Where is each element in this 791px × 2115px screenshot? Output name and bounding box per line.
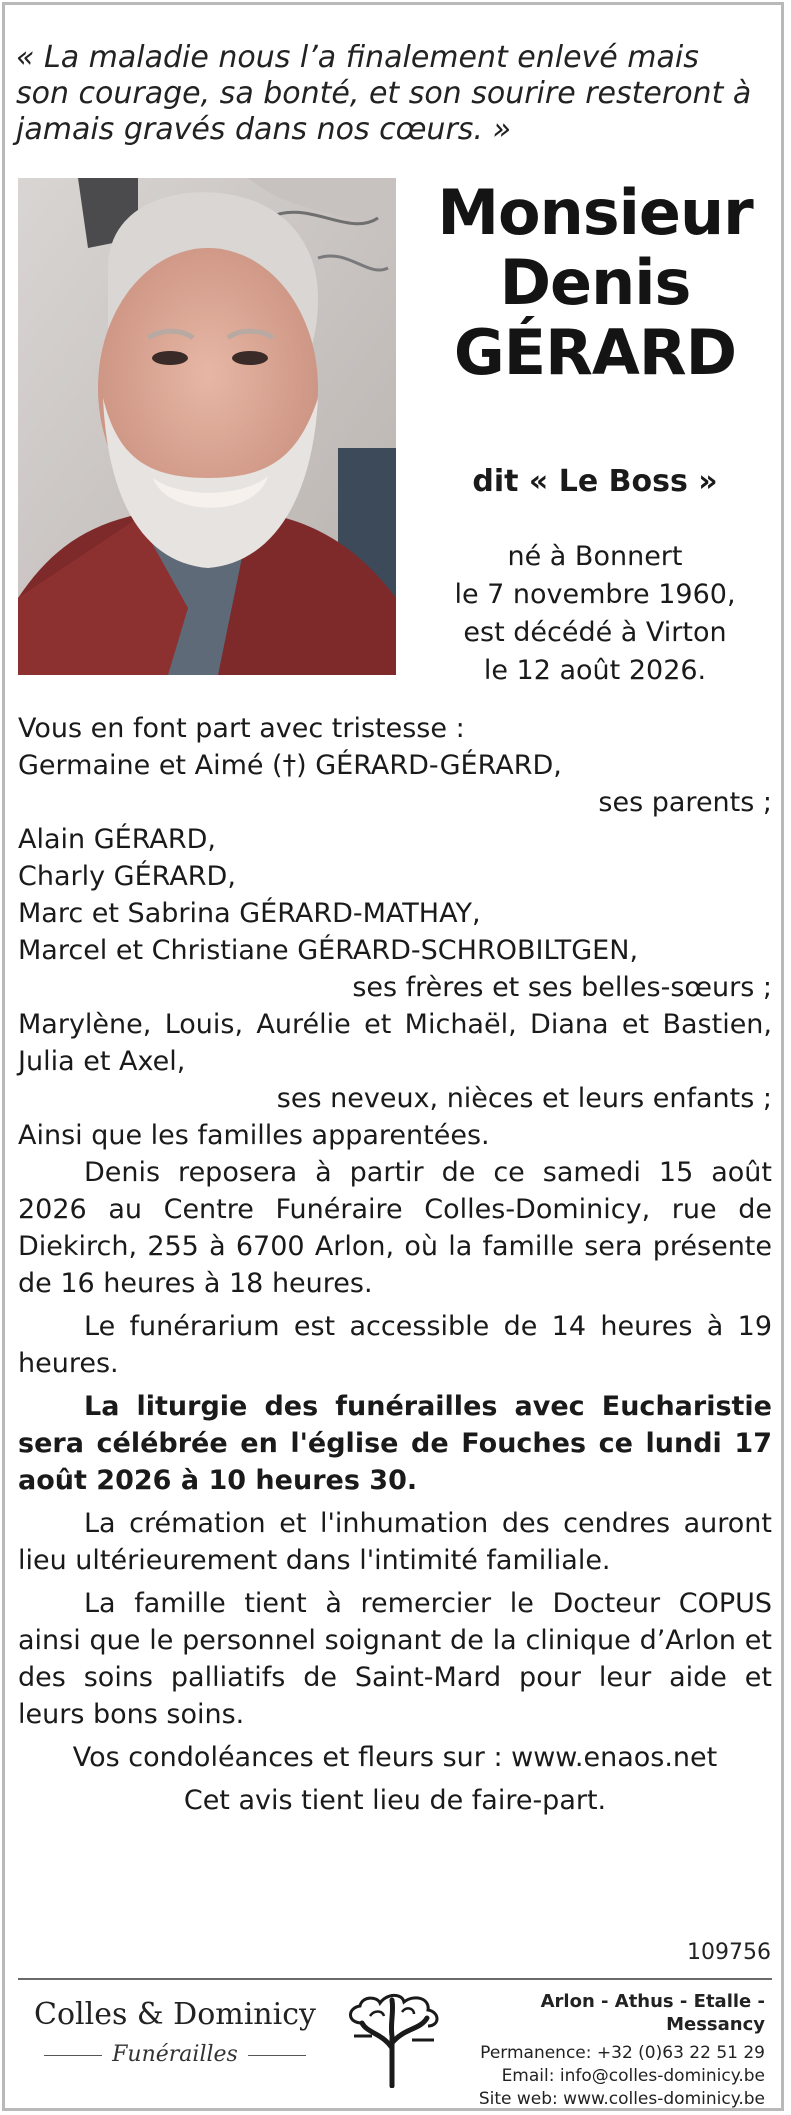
email-line: Email: info@colles-dominicy.be xyxy=(501,2066,765,2086)
parents-role: ses parents ; xyxy=(598,787,772,818)
nephews-role: ses neveux, nièces et leurs enfants ; xyxy=(276,1083,772,1114)
company-name: Colles & Dominicy xyxy=(34,1997,316,2032)
notice-line: Cet avis tient lieu de faire-part. xyxy=(183,1785,607,1816)
footer-divider xyxy=(18,1978,772,1980)
phone-line: Permanence: +32 (0)63 22 51 29 xyxy=(480,2043,765,2063)
extended-family: Ainsi que les familles apparentées. xyxy=(18,1120,490,1151)
contact-info xyxy=(445,1990,765,2111)
tree-logo-icon xyxy=(342,1988,448,2088)
sibling-entry: Alain GÉRARD, xyxy=(18,824,216,855)
title-line: Monsieur xyxy=(437,176,753,249)
condolences-line: Vos condoléances et fleurs sur : www.enaos.net xyxy=(72,1742,718,1773)
thanks-paragraph: La famille tient à remercier le Docteur COPUS ainsi que le personnel soignant de la clinique d’Arlon et des soins palliatifs de Saint-Mard pour leur aide et leurs bons soins. xyxy=(18,1588,772,1730)
funerarium-paragraph: Le funérarium est accessible de 14 heures à 19 heures. xyxy=(18,1311,772,1379)
last-name: GÉRARD xyxy=(453,316,737,389)
sibling-entry: Marcel et Christiane GÉRARD-SCHROBILTGEN, xyxy=(18,935,639,966)
parents-names: Germaine et Aimé (†) GÉRARD-GÉRARD, xyxy=(18,750,562,781)
deceased-name xyxy=(420,178,770,388)
company-subtitle: Funérailles xyxy=(30,2042,320,2067)
birth-date: le 7 novembre 1960, xyxy=(454,579,736,610)
visitation-paragraph: Denis reposera à partir de ce samedi 15 août 2026 au Centre Funéraire Colles-Dominicy, rue de Diekirch, 255 à 6700 Arlon, où la famille sera présente de 16 heures à 18 heures. xyxy=(18,1157,772,1299)
obituary-body xyxy=(18,710,772,1819)
sibling-entry: Charly GÉRARD, xyxy=(18,861,236,892)
nephews-names: Marylène, Louis, Aurélie et Michaël, Diana et Bastien, Julia et Axel, xyxy=(18,1009,772,1077)
family-intro: Vous en font part avec tristesse : xyxy=(18,713,465,744)
sibling-entry: Marc et Sabrina GÉRARD-MATHAY, xyxy=(18,898,481,929)
death-place: est décédé à Virton xyxy=(463,617,727,648)
website-line: Site web: www.colles-dominicy.be xyxy=(478,2089,765,2109)
branch-towns: Arlon - Athus - Etalle - Messancy xyxy=(540,1991,765,2035)
portrait-photo xyxy=(18,178,396,675)
birth-place: né à Bonnert xyxy=(507,541,683,572)
liturgy-paragraph: La liturgie des funérailles avec Eucharistie sera célébrée en l'église de Fouches ce lundi 17 août 2026 à 10 heures 30. xyxy=(18,1391,772,1496)
birth-death-info xyxy=(420,538,770,690)
opening-quote: « La maladie nous l’a finalement enlevé mais son courage, sa bonté, et son sourire resteront à jamais gravés dans nos cœurs. » xyxy=(16,40,752,147)
death-date: le 12 août 2026. xyxy=(483,655,707,686)
nickname: dit « Le Boss » xyxy=(472,464,718,499)
cremation-paragraph: La crémation et l'inhumation des cendres auront lieu ultérieurement dans l'intimité familiale. xyxy=(18,1508,772,1576)
first-name: Denis xyxy=(499,246,691,319)
reference-number: 109756 xyxy=(687,1940,771,1965)
siblings-role: ses frères et ses belles-sœurs ; xyxy=(352,972,772,1003)
